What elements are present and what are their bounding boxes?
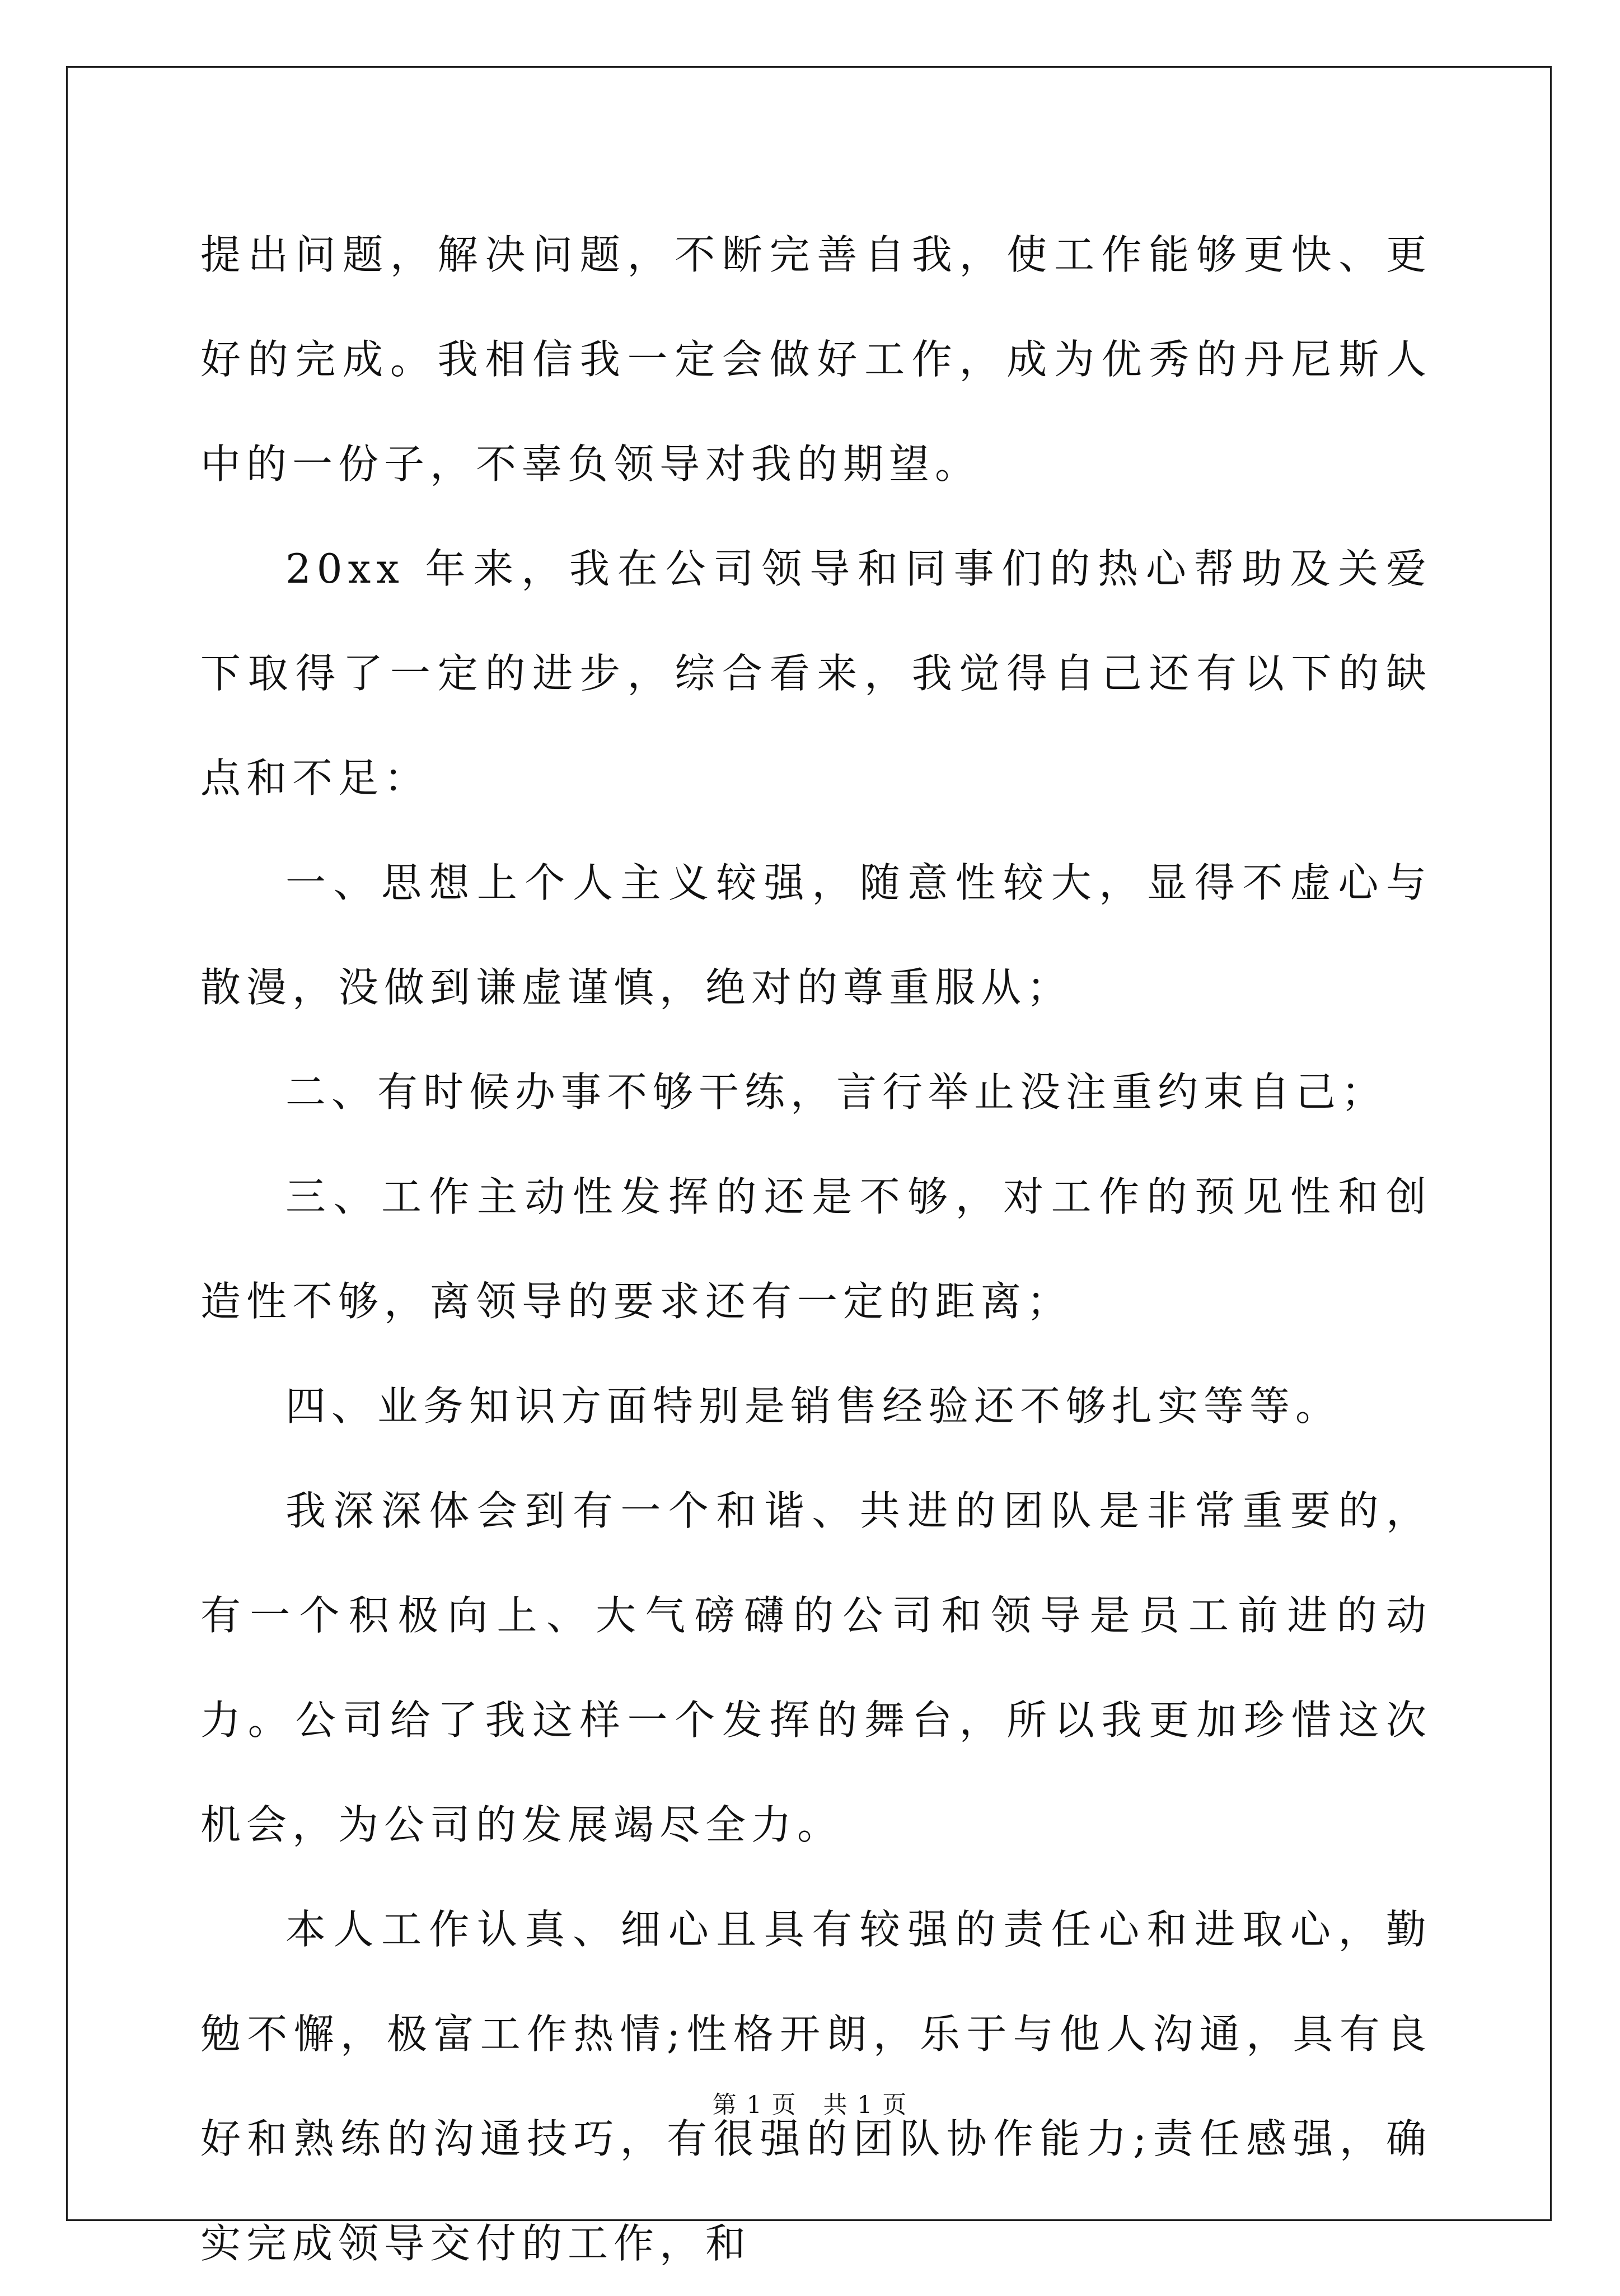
paragraph: 三、工作主动性发挥的还是不够，对工作的预见性和创造性不够，离领导的要求还有一定的距离； xyxy=(200,1173,1432,1325)
paragraph: 本人工作认真、细心且具有较强的责任心和进取心，勤勉不懈，极富工作热情;性格开朗，乐于与他人沟通，具有良好和熟练的沟通技巧，有很强的团队协作能力;责任感强，确实完成领导交付的工作，和 xyxy=(200,1906,1432,2267)
paragraph: 四、业务知识方面特别是销售经验还不够扎实等等。 xyxy=(285,1383,1342,1430)
document-body xyxy=(200,203,1432,2296)
paragraph: 我深深体会到有一个和谐、共进的团队是非常重要的，有一个积极向上、大气磅礴的公司和领导是员工前进的动力。公司给了我这样一个发挥的舞台，所以我更加珍惜这次机会，为公司的发展竭尽全力。 xyxy=(200,1487,1432,1848)
page-footer: 第 1 页 共 1 页 xyxy=(712,2091,908,2119)
paragraph: 20xx 年来，我在公司领导和同事们的热心帮助及关爱下取得了一定的进步，综合看来，我觉得自己还有以下的缺点和不足： xyxy=(200,545,1432,802)
paragraph: 一、思想上个人主义较强，随意性较大，显得不虚心与散漫，没做到谦虚谨慎，绝对的尊重服从； xyxy=(200,859,1432,1011)
paragraph: 提出问题，解决问题，不断完善自我，使工作能够更快、更好的完成。我相信我一定会做好工作，成为优秀的丹尼斯人中的一份子，不辜负领导对我的期望。 xyxy=(200,231,1432,488)
paragraph: 二、有时候办事不够干练，言行举止没注重约束自己； xyxy=(285,1069,1388,1116)
